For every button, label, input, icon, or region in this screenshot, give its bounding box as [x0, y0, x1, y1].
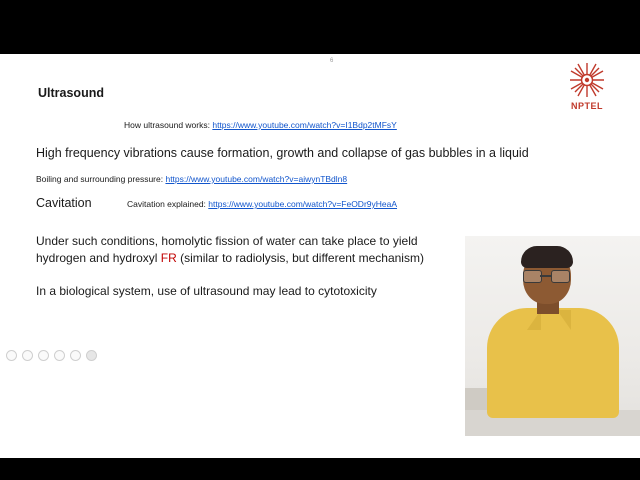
slide-number: 6	[330, 58, 334, 64]
presenter-video-inset	[465, 236, 640, 436]
nptel-logo-label: NPTEL	[570, 101, 603, 111]
homolytic-fission-part-c: (similar to radiolysis, but different mechanism)	[176, 251, 424, 265]
toolbar-dot-4[interactable]	[54, 350, 65, 361]
biological-system-text: In a biological system, use of ultrasound may lead to cytotoxicity	[36, 284, 377, 298]
presenter-glasses-right-lens	[551, 270, 570, 283]
presenter-hair	[521, 246, 573, 268]
cavitation-explained-link[interactable]: https://www.youtube.com/watch?v=FeODr9yHeaA	[208, 199, 398, 209]
how-ultrasound-label: How ultrasound works:	[124, 120, 213, 130]
slide-toolbar[interactable]	[6, 350, 97, 361]
toolbar-dot-5[interactable]	[70, 350, 81, 361]
lecture-slide	[0, 54, 640, 458]
high-frequency-text: High frequency vibrations cause formation, growth and collapse of gas bubbles in a liquid	[36, 146, 529, 160]
presenter-collar-right	[557, 310, 571, 330]
boiling-pressure-line	[36, 174, 347, 184]
toolbar-dot-6[interactable]	[86, 350, 97, 361]
cavitation-explained-label: Cavitation explained:	[127, 199, 209, 209]
presenter-shirt	[487, 308, 619, 418]
free-radical-abbrev: FR	[160, 251, 177, 265]
letterbox-top	[0, 0, 640, 54]
homolytic-fission-line-2	[36, 251, 424, 265]
how-ultrasound-link[interactable]: https://www.youtube.com/watch?v=I1Bdp2tMFsY	[212, 120, 397, 130]
boiling-pressure-label: Boiling and surrounding pressure:	[36, 174, 166, 184]
toolbar-dot-3[interactable]	[38, 350, 49, 361]
cavitation-explained-line	[127, 199, 397, 209]
homolytic-fission-line-1: Under such conditions, homolytic fission of water can take place to yield	[36, 234, 418, 248]
homolytic-fission-part-a: hydrogen and hydroxyl	[36, 251, 161, 265]
presenter-glasses-bridge	[540, 275, 551, 277]
toolbar-dot-2[interactable]	[22, 350, 33, 361]
letterbox-bottom	[0, 458, 640, 480]
boiling-pressure-link[interactable]: https://www.youtube.com/watch?v=aiwynTBdln8	[165, 174, 348, 184]
slide-title: Ultrasound	[38, 86, 104, 100]
toolbar-dot-1[interactable]	[6, 350, 17, 361]
cavitation-heading: Cavitation	[36, 196, 92, 210]
how-ultrasound-line	[124, 120, 397, 130]
